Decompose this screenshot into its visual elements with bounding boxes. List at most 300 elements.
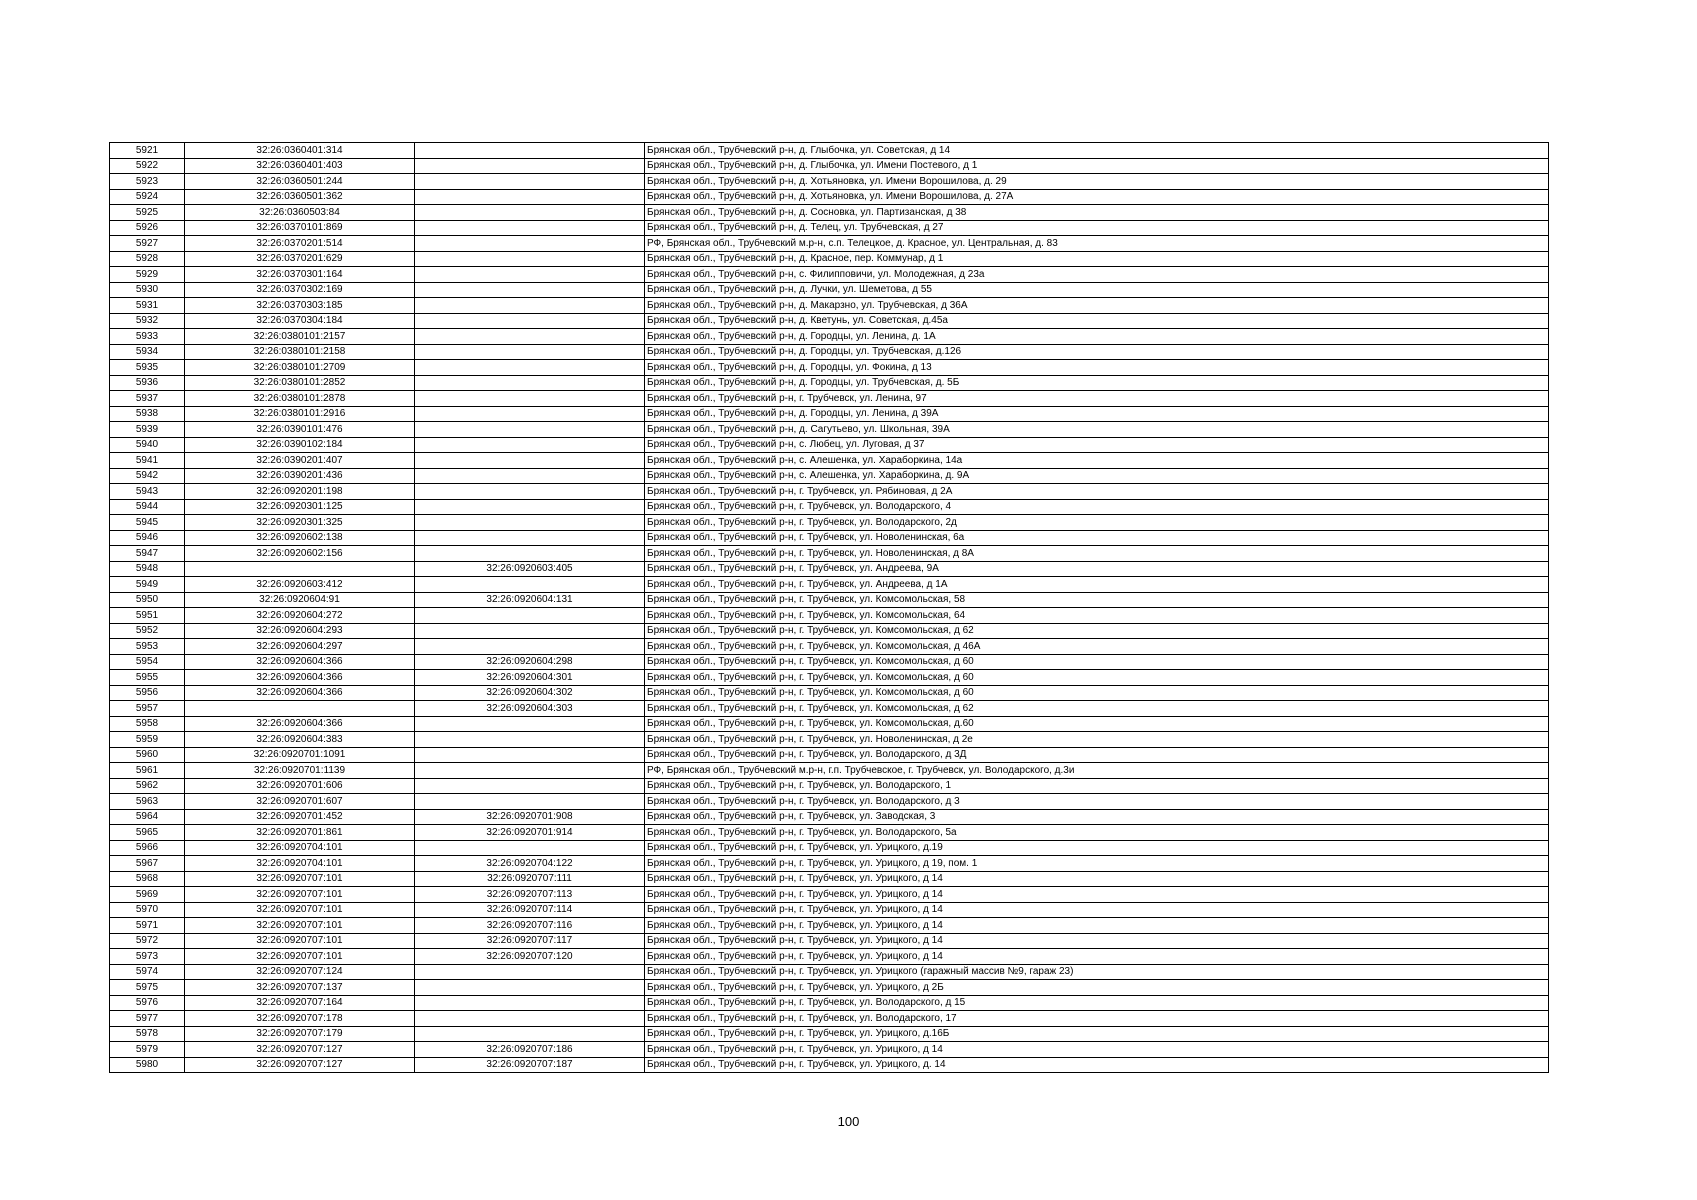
related-cadastral-number-cell	[415, 1011, 645, 1027]
related-cadastral-number-cell: 32:26:0920604:131	[415, 592, 645, 608]
cadastral-number-cell: 32:26:0920707:101	[185, 902, 415, 918]
address-cell: Брянская обл., Трубчевский р-н, г. Трубчевск, ул. Комсомольская, 64	[645, 608, 1549, 624]
table-row	[110, 437, 1549, 453]
table-row	[110, 1026, 1549, 1042]
table-row	[110, 561, 1549, 577]
cadastral-number-cell: 32:26:0360501:244	[185, 174, 415, 190]
row-number-cell: 5931	[110, 298, 185, 314]
row-number-cell: 5948	[110, 561, 185, 577]
address-cell: Брянская обл., Трубчевский р-н, д. Сагутьево, ул. Школьная, 39А	[645, 422, 1549, 438]
cadastral-number-cell: 32:26:0920603:412	[185, 577, 415, 593]
table-row	[110, 453, 1549, 469]
cadastral-number-cell: 32:26:0920701:452	[185, 809, 415, 825]
cadastral-number-cell: 32:26:0920707:101	[185, 887, 415, 903]
cadastral-number-cell: 32:26:0380101:2916	[185, 406, 415, 422]
address-cell: Брянская обл., Трубчевский р-н, г. Трубчевск, ул. Комсомольская, д 62	[645, 701, 1549, 717]
table-body	[110, 143, 1549, 1073]
address-cell: Брянская обл., Трубчевский р-н, г. Трубчевск, ул. Урицкого, д 14	[645, 918, 1549, 934]
address-cell: Брянская обл., Трубчевский р-н, г. Трубчевск, ул. Володарского, 2д	[645, 515, 1549, 531]
related-cadastral-number-cell	[415, 329, 645, 345]
address-cell: Брянская обл., Трубчевский р-н, г. Трубчевск, ул. Новоленинская, д 2е	[645, 732, 1549, 748]
cadastral-number-cell: 32:26:0920707:124	[185, 964, 415, 980]
table-row	[110, 282, 1549, 298]
cadastral-number-cell: 32:26:0370303:185	[185, 298, 415, 314]
address-cell: Брянская обл., Трубчевский р-н, г. Трубчевск, ул. Рябиновая, д 2А	[645, 484, 1549, 500]
related-cadastral-number-cell	[415, 468, 645, 484]
related-cadastral-number-cell	[415, 391, 645, 407]
row-number-cell: 5937	[110, 391, 185, 407]
related-cadastral-number-cell	[415, 251, 645, 267]
related-cadastral-number-cell	[415, 236, 645, 252]
table-row	[110, 871, 1549, 887]
row-number-cell: 5944	[110, 499, 185, 515]
address-cell: Брянская обл., Трубчевский р-н, г. Трубчевск, ул. Урицкого, д 2Б	[645, 980, 1549, 996]
cadastral-number-cell: 32:26:0360503:84	[185, 205, 415, 221]
row-number-cell: 5958	[110, 716, 185, 732]
table-row	[110, 267, 1549, 283]
row-number-cell: 5964	[110, 809, 185, 825]
related-cadastral-number-cell	[415, 422, 645, 438]
table-row	[110, 391, 1549, 407]
related-cadastral-number-cell	[415, 794, 645, 810]
address-cell: Брянская обл., Трубчевский р-н, г. Трубчевск, ул. Урицкого (гаражный массив №9, гараж 23)	[645, 964, 1549, 980]
cadastral-number-cell: 32:26:0920604:366	[185, 670, 415, 686]
table-row	[110, 856, 1549, 872]
address-cell: Брянская обл., Трубчевский р-н, д. Хотьяновка, ул. Имени Ворошилова, д. 27А	[645, 189, 1549, 205]
table-row	[110, 1011, 1549, 1027]
cadastral-number-cell: 32:26:0390102:184	[185, 437, 415, 453]
related-cadastral-number-cell	[415, 995, 645, 1011]
related-cadastral-number-cell: 32:26:0920604:301	[415, 670, 645, 686]
row-number-cell: 5925	[110, 205, 185, 221]
cadastral-number-cell: 32:26:0920707:178	[185, 1011, 415, 1027]
row-number-cell: 5956	[110, 685, 185, 701]
table-row	[110, 825, 1549, 841]
cadastral-number-cell: 32:26:0920707:101	[185, 949, 415, 965]
table-row	[110, 468, 1549, 484]
row-number-cell: 5967	[110, 856, 185, 872]
cadastral-number-cell: 32:26:0390201:436	[185, 468, 415, 484]
cadastral-number-cell: 32:26:0920701:606	[185, 778, 415, 794]
row-number-cell: 5951	[110, 608, 185, 624]
table-row	[110, 189, 1549, 205]
address-cell: Брянская обл., Трубчевский р-н, г. Трубчевск, ул. Комсомольская, д 60	[645, 685, 1549, 701]
table-row	[110, 236, 1549, 252]
row-number-cell: 5960	[110, 747, 185, 763]
row-number-cell: 5938	[110, 406, 185, 422]
row-number-cell: 5947	[110, 546, 185, 562]
related-cadastral-number-cell: 32:26:0920604:302	[415, 685, 645, 701]
page-number: 100	[837, 1114, 860, 1129]
address-cell: Брянская обл., Трубчевский р-н, г. Трубчевск, ул. Володарского, д 3	[645, 794, 1549, 810]
address-cell: Брянская обл., Трубчевский р-н, д. Хотьяновка, ул. Имени Ворошилова, д. 29	[645, 174, 1549, 190]
address-cell: Брянская обл., Трубчевский р-н, д. Глыбочка, ул. Советская, д 14	[645, 143, 1549, 159]
related-cadastral-number-cell	[415, 143, 645, 159]
address-cell: Брянская обл., Трубчевский р-н, г. Трубчевск, ул. Комсомольская, д 60	[645, 654, 1549, 670]
cadastral-number-cell: 32:26:0920701:1091	[185, 747, 415, 763]
table-row	[110, 313, 1549, 329]
address-cell: Брянская обл., Трубчевский р-н, г. Трубчевск, ул. Урицкого, д.16Б	[645, 1026, 1549, 1042]
address-cell: Брянская обл., Трубчевский р-н, г. Трубчевск, ул. Володарского, 17	[645, 1011, 1549, 1027]
address-cell: РФ, Брянская обл., Трубчевский м.р-н, г.п. Трубчевское, г. Трубчевск, ул. Володарского, д.3и	[645, 763, 1549, 779]
row-number-cell: 5946	[110, 530, 185, 546]
cadastral-number-cell: 32:26:0920701:607	[185, 794, 415, 810]
cadastral-number-cell: 32:26:0390101:476	[185, 422, 415, 438]
address-cell: Брянская обл., Трубчевский р-н, д. Макарзно, ул. Трубчевская, д 36А	[645, 298, 1549, 314]
table-row	[110, 670, 1549, 686]
table-row	[110, 1042, 1549, 1058]
row-number-cell: 5968	[110, 871, 185, 887]
cadastral-number-cell: 32:26:0920604:272	[185, 608, 415, 624]
row-number-cell: 5949	[110, 577, 185, 593]
table-row	[110, 375, 1549, 391]
row-number-cell: 5977	[110, 1011, 185, 1027]
row-number-cell: 5950	[110, 592, 185, 608]
property-table	[109, 142, 1549, 1073]
table-row	[110, 515, 1549, 531]
address-cell: Брянская обл., Трубчевский р-н, г. Трубчевск, ул. Урицкого, д 14	[645, 887, 1549, 903]
address-cell: Брянская обл., Трубчевский р-н, с. Алешенка, ул. Хараборкина, д. 9А	[645, 468, 1549, 484]
related-cadastral-number-cell: 32:26:0920604:298	[415, 654, 645, 670]
cadastral-number-cell: 32:26:0920707:179	[185, 1026, 415, 1042]
address-cell: Брянская обл., Трубчевский р-н, д. Городцы, ул. Трубчевская, д.126	[645, 344, 1549, 360]
related-cadastral-number-cell: 32:26:0920603:405	[415, 561, 645, 577]
related-cadastral-number-cell: 32:26:0920707:113	[415, 887, 645, 903]
address-cell: Брянская обл., Трубчевский р-н, д. Телец, ул. Трубчевская, д 27	[645, 220, 1549, 236]
related-cadastral-number-cell	[415, 1026, 645, 1042]
related-cadastral-number-cell	[415, 716, 645, 732]
table-row	[110, 964, 1549, 980]
address-cell: Брянская обл., Трубчевский р-н, д. Городцы, ул. Трубчевская, д. 5Б	[645, 375, 1549, 391]
address-cell: Брянская обл., Трубчевский р-н, г. Трубчевск, ул. Володарского, 5а	[645, 825, 1549, 841]
related-cadastral-number-cell	[415, 530, 645, 546]
row-number-cell: 5923	[110, 174, 185, 190]
cadastral-number-cell: 32:26:0920301:125	[185, 499, 415, 515]
cadastral-number-cell: 32:26:0920201:198	[185, 484, 415, 500]
table-row	[110, 887, 1549, 903]
row-number-cell: 5959	[110, 732, 185, 748]
table-row	[110, 747, 1549, 763]
table-row	[110, 716, 1549, 732]
table-row	[110, 980, 1549, 996]
address-cell: Брянская обл., Трубчевский р-н, д. Городцы, ул. Ленина, д 39А	[645, 406, 1549, 422]
related-cadastral-number-cell	[415, 375, 645, 391]
row-number-cell: 5929	[110, 267, 185, 283]
address-cell: Брянская обл., Трубчевский р-н, г. Трубчевск, ул. Новоленинская, д 8А	[645, 546, 1549, 562]
row-number-cell: 5979	[110, 1042, 185, 1058]
related-cadastral-number-cell	[415, 360, 645, 376]
related-cadastral-number-cell	[415, 499, 645, 515]
cadastral-number-cell: 32:26:0920701:1139	[185, 763, 415, 779]
row-number-cell: 5969	[110, 887, 185, 903]
cadastral-number-cell	[185, 561, 415, 577]
address-cell: Брянская обл., Трубчевский р-н, г. Трубчевск, ул. Урицкого, д 14	[645, 871, 1549, 887]
document-page	[109, 142, 1548, 1073]
related-cadastral-number-cell	[415, 344, 645, 360]
cadastral-number-cell: 32:26:0380101:2878	[185, 391, 415, 407]
related-cadastral-number-cell	[415, 437, 645, 453]
cadastral-number-cell: 32:26:0370304:184	[185, 313, 415, 329]
address-cell: Брянская обл., Трубчевский р-н, д. Городцы, ул. Фокина, д 13	[645, 360, 1549, 376]
address-cell: Брянская обл., Трубчевский р-н, г. Трубчевск, ул. Андреева, д 1А	[645, 577, 1549, 593]
related-cadastral-number-cell: 32:26:0920604:303	[415, 701, 645, 717]
address-cell: Брянская обл., Трубчевский р-н, г. Трубчевск, ул. Урицкого, д. 14	[645, 1057, 1549, 1073]
address-cell: Брянская обл., Трубчевский р-н, г. Трубчевск, ул. Новоленинская, 6а	[645, 530, 1549, 546]
table-row	[110, 809, 1549, 825]
cadastral-number-cell: 32:26:0390201:407	[185, 453, 415, 469]
row-number-cell: 5927	[110, 236, 185, 252]
row-number-cell: 5922	[110, 158, 185, 174]
related-cadastral-number-cell	[415, 980, 645, 996]
row-number-cell: 5954	[110, 654, 185, 670]
table-row	[110, 422, 1549, 438]
cadastral-number-cell: 32:26:0920707:137	[185, 980, 415, 996]
row-number-cell: 5957	[110, 701, 185, 717]
related-cadastral-number-cell	[415, 267, 645, 283]
table-row	[110, 158, 1549, 174]
row-number-cell: 5972	[110, 933, 185, 949]
row-number-cell: 5939	[110, 422, 185, 438]
address-cell: Брянская обл., Трубчевский р-н, г. Трубчевск, ул. Ленина, 97	[645, 391, 1549, 407]
row-number-cell: 5971	[110, 918, 185, 934]
cadastral-number-cell: 32:26:0920704:101	[185, 840, 415, 856]
related-cadastral-number-cell	[415, 453, 645, 469]
table-row	[110, 577, 1549, 593]
table-row	[110, 484, 1549, 500]
row-number-cell: 5930	[110, 282, 185, 298]
row-number-cell: 5926	[110, 220, 185, 236]
table-row	[110, 220, 1549, 236]
cadastral-number-cell: 32:26:0380101:2709	[185, 360, 415, 376]
cadastral-number-cell	[185, 701, 415, 717]
address-cell: Брянская обл., Трубчевский р-н, с. Алешенка, ул. Хараборкина, 14а	[645, 453, 1549, 469]
address-cell: Брянская обл., Трубчевский р-н, д. Сосновка, ул. Партизанская, д 38	[645, 205, 1549, 221]
related-cadastral-number-cell: 32:26:0920701:908	[415, 809, 645, 825]
address-cell: Брянская обл., Трубчевский р-н, г. Трубчевск, ул. Володарского, 1	[645, 778, 1549, 794]
related-cadastral-number-cell: 32:26:0920701:914	[415, 825, 645, 841]
table-row	[110, 949, 1549, 965]
cadastral-number-cell: 32:26:0920604:366	[185, 654, 415, 670]
address-cell: Брянская обл., Трубчевский р-н, г. Трубчевск, ул. Урицкого, д.19	[645, 840, 1549, 856]
cadastral-number-cell: 32:26:0370302:169	[185, 282, 415, 298]
related-cadastral-number-cell	[415, 763, 645, 779]
table-row	[110, 1057, 1549, 1073]
related-cadastral-number-cell	[415, 282, 645, 298]
related-cadastral-number-cell	[415, 639, 645, 655]
address-cell: Брянская обл., Трубчевский р-н, г. Трубчевск, ул. Комсомольская, д 60	[645, 670, 1549, 686]
address-cell: Брянская обл., Трубчевский р-н, д. Красное, пер. Коммунар, д 1	[645, 251, 1549, 267]
cadastral-number-cell: 32:26:0920701:861	[185, 825, 415, 841]
cadastral-number-cell: 32:26:0360401:314	[185, 143, 415, 159]
related-cadastral-number-cell: 32:26:0920707:117	[415, 933, 645, 949]
related-cadastral-number-cell: 32:26:0920707:186	[415, 1042, 645, 1058]
table-row	[110, 763, 1549, 779]
row-number-cell: 5955	[110, 670, 185, 686]
related-cadastral-number-cell: 32:26:0920707:111	[415, 871, 645, 887]
row-number-cell: 5963	[110, 794, 185, 810]
table-row	[110, 546, 1549, 562]
table-row	[110, 592, 1549, 608]
table-row	[110, 995, 1549, 1011]
row-number-cell: 5978	[110, 1026, 185, 1042]
row-number-cell: 5945	[110, 515, 185, 531]
address-cell: Брянская обл., Трубчевский р-н, д. Глыбочка, ул. Имени Постевого, д 1	[645, 158, 1549, 174]
row-number-cell: 5921	[110, 143, 185, 159]
related-cadastral-number-cell: 32:26:0920707:114	[415, 902, 645, 918]
table-row	[110, 778, 1549, 794]
table-row	[110, 701, 1549, 717]
row-number-cell: 5924	[110, 189, 185, 205]
address-cell: Брянская обл., Трубчевский р-н, г. Трубчевск, ул. Урицкого, д 14	[645, 902, 1549, 918]
cadastral-number-cell: 32:26:0380101:2158	[185, 344, 415, 360]
related-cadastral-number-cell: 32:26:0920707:187	[415, 1057, 645, 1073]
related-cadastral-number-cell	[415, 515, 645, 531]
related-cadastral-number-cell	[415, 577, 645, 593]
cadastral-number-cell: 32:26:0380101:2157	[185, 329, 415, 345]
related-cadastral-number-cell: 32:26:0920704:122	[415, 856, 645, 872]
related-cadastral-number-cell: 32:26:0920707:120	[415, 949, 645, 965]
table-row	[110, 685, 1549, 701]
table-row	[110, 902, 1549, 918]
row-number-cell: 5976	[110, 995, 185, 1011]
row-number-cell: 5936	[110, 375, 185, 391]
related-cadastral-number-cell	[415, 406, 645, 422]
row-number-cell: 5942	[110, 468, 185, 484]
row-number-cell: 5941	[110, 453, 185, 469]
row-number-cell: 5953	[110, 639, 185, 655]
row-number-cell: 5940	[110, 437, 185, 453]
address-cell: РФ, Брянская обл., Трубчевский м.р-н, с.п. Телецкое, д. Красное, ул. Центральная, д. 83	[645, 236, 1549, 252]
related-cadastral-number-cell	[415, 189, 645, 205]
row-number-cell: 5965	[110, 825, 185, 841]
cadastral-number-cell: 32:26:0920604:91	[185, 592, 415, 608]
row-number-cell: 5975	[110, 980, 185, 996]
related-cadastral-number-cell	[415, 158, 645, 174]
related-cadastral-number-cell: 32:26:0920707:116	[415, 918, 645, 934]
table-row	[110, 933, 1549, 949]
address-cell: Брянская обл., Трубчевский р-н, г. Трубчевск, ул. Андреева, 9А	[645, 561, 1549, 577]
table-row	[110, 406, 1549, 422]
cadastral-number-cell: 32:26:0920707:164	[185, 995, 415, 1011]
related-cadastral-number-cell	[415, 484, 645, 500]
table-row	[110, 530, 1549, 546]
cadastral-number-cell: 32:26:0920704:101	[185, 856, 415, 872]
cadastral-number-cell: 32:26:0920707:101	[185, 871, 415, 887]
cadastral-number-cell: 32:26:0920602:138	[185, 530, 415, 546]
address-cell: Брянская обл., Трубчевский р-н, г. Трубчевск, ул. Комсомольская, 58	[645, 592, 1549, 608]
table-row	[110, 654, 1549, 670]
row-number-cell: 5932	[110, 313, 185, 329]
table-row	[110, 205, 1549, 221]
cadastral-number-cell: 32:26:0360501:362	[185, 189, 415, 205]
table-row	[110, 174, 1549, 190]
address-cell: Брянская обл., Трубчевский р-н, д. Городцы, ул. Ленина, д. 1А	[645, 329, 1549, 345]
related-cadastral-number-cell	[415, 313, 645, 329]
address-cell: Брянская обл., Трубчевский р-н, д. Кветунь, ул. Советская, д.45а	[645, 313, 1549, 329]
cadastral-number-cell: 32:26:0920707:101	[185, 933, 415, 949]
address-cell: Брянская обл., Трубчевский р-н, г. Трубчевск, ул. Урицкого, д 14	[645, 1042, 1549, 1058]
cadastral-number-cell: 32:26:0370101:869	[185, 220, 415, 236]
cadastral-number-cell: 32:26:0920301:325	[185, 515, 415, 531]
table-row	[110, 499, 1549, 515]
row-number-cell: 5961	[110, 763, 185, 779]
address-cell: Брянская обл., Трубчевский р-н, г. Трубчевск, ул. Володарского, 4	[645, 499, 1549, 515]
address-cell: Брянская обл., Трубчевский р-н, г. Трубчевск, ул. Комсомольская, д 46А	[645, 639, 1549, 655]
address-cell: Брянская обл., Трубчевский р-н, с. Филипповичи, ул. Молодежная, д 23а	[645, 267, 1549, 283]
cadastral-number-cell: 32:26:0920707:127	[185, 1042, 415, 1058]
cadastral-number-cell: 32:26:0920604:293	[185, 623, 415, 639]
table-row	[110, 840, 1549, 856]
address-cell: Брянская обл., Трубчевский р-н, с. Любец, ул. Луговая, д 37	[645, 437, 1549, 453]
related-cadastral-number-cell	[415, 546, 645, 562]
table-row	[110, 344, 1549, 360]
row-number-cell: 5966	[110, 840, 185, 856]
row-number-cell: 5934	[110, 344, 185, 360]
address-cell: Брянская обл., Трубчевский р-н, г. Трубчевск, ул. Заводская, 3	[645, 809, 1549, 825]
cadastral-number-cell: 32:26:0360401:403	[185, 158, 415, 174]
address-cell: Брянская обл., Трубчевский р-н, г. Трубчевск, ул. Урицкого, д 14	[645, 933, 1549, 949]
cadastral-number-cell: 32:26:0920602:156	[185, 546, 415, 562]
cadastral-number-cell: 32:26:0370301:164	[185, 267, 415, 283]
related-cadastral-number-cell	[415, 747, 645, 763]
row-number-cell: 5974	[110, 964, 185, 980]
cadastral-number-cell: 32:26:0920707:101	[185, 918, 415, 934]
row-number-cell: 5952	[110, 623, 185, 639]
related-cadastral-number-cell	[415, 205, 645, 221]
table-row	[110, 918, 1549, 934]
related-cadastral-number-cell	[415, 732, 645, 748]
row-number-cell: 5980	[110, 1057, 185, 1073]
cadastral-number-cell: 32:26:0920604:366	[185, 685, 415, 701]
row-number-cell: 5943	[110, 484, 185, 500]
row-number-cell: 5970	[110, 902, 185, 918]
address-cell: Брянская обл., Трубчевский р-н, г. Трубчевск, ул. Урицкого, д 14	[645, 949, 1549, 965]
row-number-cell: 5935	[110, 360, 185, 376]
table-row	[110, 251, 1549, 267]
table-row	[110, 794, 1549, 810]
address-cell: Брянская обл., Трубчевский р-н, г. Трубчевск, ул. Володарского, д 3Д	[645, 747, 1549, 763]
address-cell: Брянская обл., Трубчевский р-н, д. Лучки, ул. Шеметова, д 55	[645, 282, 1549, 298]
related-cadastral-number-cell	[415, 174, 645, 190]
related-cadastral-number-cell	[415, 964, 645, 980]
cadastral-number-cell: 32:26:0370201:629	[185, 251, 415, 267]
row-number-cell: 5973	[110, 949, 185, 965]
row-number-cell: 5928	[110, 251, 185, 267]
related-cadastral-number-cell	[415, 298, 645, 314]
related-cadastral-number-cell	[415, 220, 645, 236]
table-row	[110, 639, 1549, 655]
related-cadastral-number-cell	[415, 778, 645, 794]
related-cadastral-number-cell	[415, 840, 645, 856]
table-row	[110, 360, 1549, 376]
cadastral-number-cell: 32:26:0370201:514	[185, 236, 415, 252]
related-cadastral-number-cell	[415, 623, 645, 639]
table-row	[110, 143, 1549, 159]
related-cadastral-number-cell	[415, 608, 645, 624]
cadastral-number-cell: 32:26:0920604:383	[185, 732, 415, 748]
table-row	[110, 608, 1549, 624]
cadastral-number-cell: 32:26:0380101:2852	[185, 375, 415, 391]
address-cell: Брянская обл., Трубчевский р-н, г. Трубчевск, ул. Комсомольская, д.60	[645, 716, 1549, 732]
row-number-cell: 5962	[110, 778, 185, 794]
cadastral-number-cell: 32:26:0920604:366	[185, 716, 415, 732]
table-row	[110, 298, 1549, 314]
cadastral-number-cell: 32:26:0920604:297	[185, 639, 415, 655]
table-row	[110, 623, 1549, 639]
cadastral-number-cell: 32:26:0920707:127	[185, 1057, 415, 1073]
table-row	[110, 329, 1549, 345]
table-row	[110, 732, 1549, 748]
